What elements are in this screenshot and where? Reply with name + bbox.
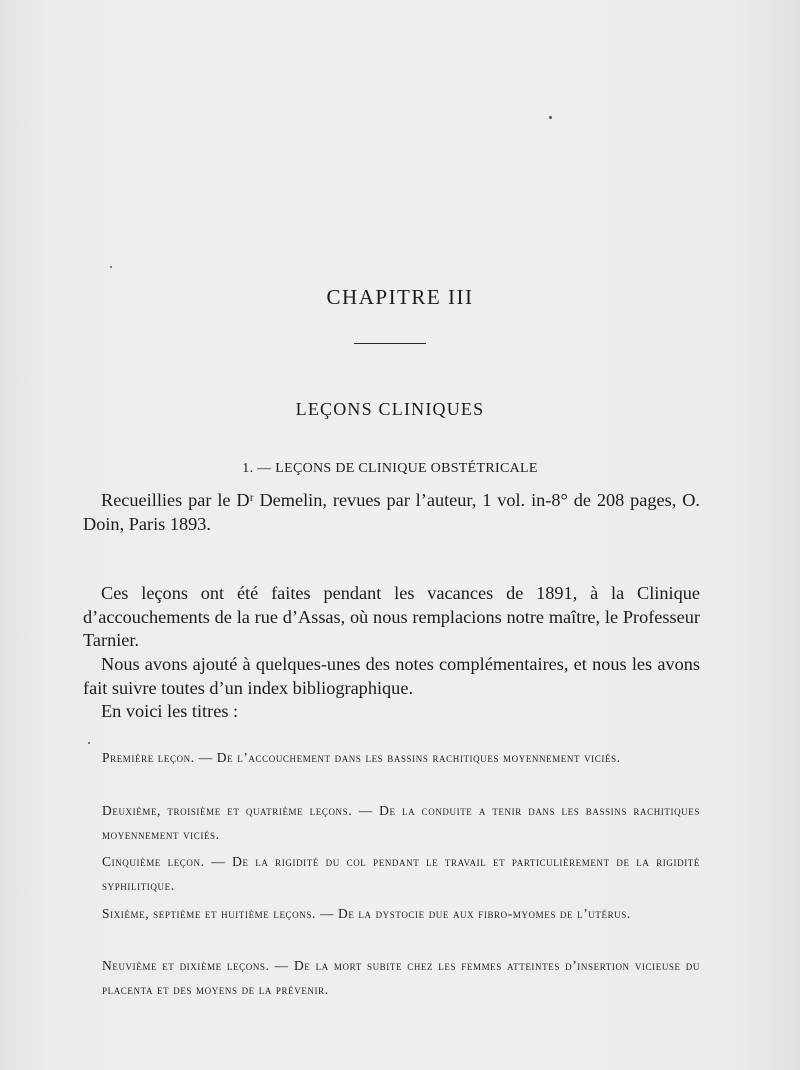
ink-speck xyxy=(88,742,90,744)
chapter-rule xyxy=(354,343,426,344)
ink-speck xyxy=(549,116,552,119)
lesson-title-item: Sixième, septième et huitième leçons. — De la dystocie due aux fibro-myomes de l’utérus. xyxy=(102,906,631,921)
notes-paragraph: Nous avons ajouté à quelques-unes des notes complémentaires, et nous les avons fait suivre toutes d’un index bibliographique. xyxy=(83,654,700,698)
intro-paragraph: Ces leçons ont été faites pendant les vacances de 1891, à la Clinique d’accouchements de la rue d’Assas, où nous remplacions notre maître, le Professeur Tarnier. xyxy=(83,583,700,650)
chapter-heading: CHAPITRE III xyxy=(326,285,474,309)
ink-speck xyxy=(110,266,112,268)
lesson-title-item: Neuvième et dixième leçons. — De la mort subite chez les femmes atteintes d’insertion vicieuse du placenta et des moyens de la prévenir. xyxy=(102,958,700,997)
lesson-title-item: Cinquième leçon. — De la rigidité du col pendant le travail et particulièrement de la rigidité syphilitique. xyxy=(102,854,700,893)
section-heading: LEÇONS CLINIQUES xyxy=(295,399,485,419)
lesson-title-item: Première leçon. — De l’accouchement dans les bassins rachitiques moyennement viciés. xyxy=(102,750,621,765)
subsection-heading: 1. — LEÇONS DE CLINIQUE OBSTÉTRICALE xyxy=(242,461,538,476)
publication-paragraph: Recueillies par le Dʳ Demelin, revues par l’auteur, 1 vol. in-8° de 208 pages, O. Doin, Paris 1893. xyxy=(83,490,700,534)
titles-intro-paragraph: En voici les titres : xyxy=(101,701,239,721)
lesson-title-item: Deuxième, troisième et quatrième leçons. — De la conduite a tenir dans les bassins rachitiques moyennement viciés. xyxy=(102,803,700,842)
